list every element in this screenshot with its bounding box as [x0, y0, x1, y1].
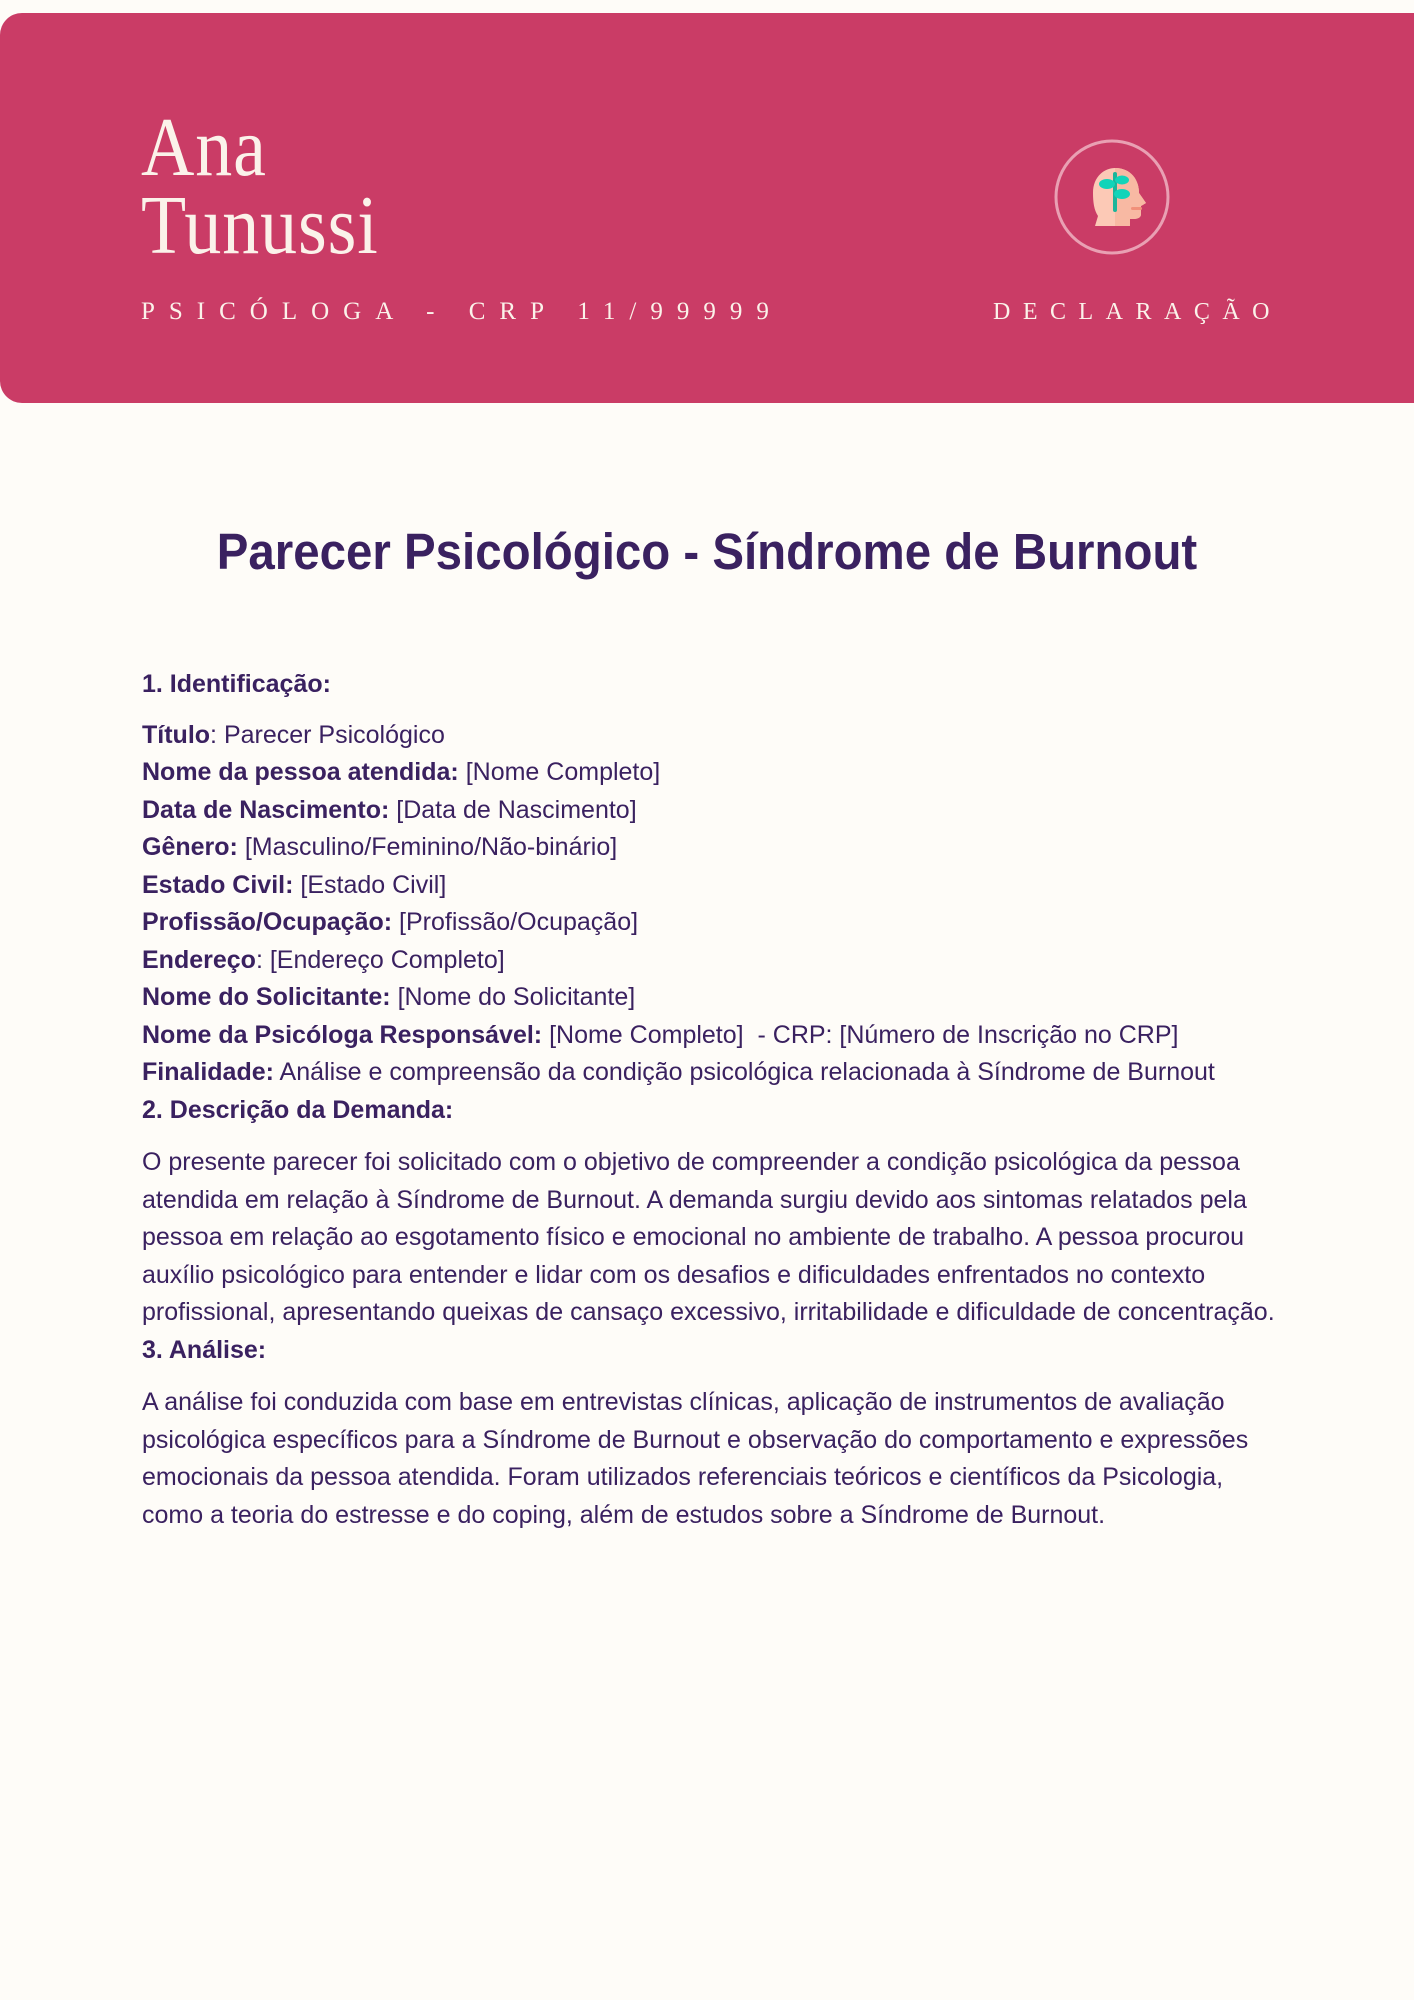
identification-field [142, 1054, 1282, 1092]
field-label: Gênero: [142, 833, 238, 861]
author-last-name: Tunussi [141, 179, 379, 272]
document-body [142, 666, 1282, 1534]
field-value: [Nome Completo] - CRP: [Número de Inscrição no CRP] [549, 1020, 1179, 1049]
identification-field [142, 1017, 1282, 1055]
field-value: Análise e compreensão da condição psicológica relacionada à Síndrome de Burnout [279, 1058, 1215, 1086]
field-separator [238, 833, 245, 861]
field-separator [392, 908, 399, 936]
identification-field [142, 754, 1282, 792]
identification-field [142, 829, 1282, 867]
author-name [141, 101, 379, 272]
field-label: Endereço [142, 945, 256, 974]
document-type-label: DECLARAÇÃO [993, 299, 1283, 325]
field-value: [Estado Civil] [300, 870, 447, 899]
author-subtitle: PSICÓLOGA - CRP 11/99999 [141, 298, 783, 325]
field-label: Finalidade: [142, 1058, 274, 1086]
field-value: [Data de Nascimento] [396, 795, 637, 824]
field-label: Estado Civil: [142, 870, 294, 899]
field-separator: : [255, 945, 270, 974]
identification-field [142, 979, 1282, 1017]
field-value: Parecer Psicológico [223, 720, 445, 749]
header-banner [0, 13, 1414, 403]
field-label: Nome da pessoa atendida: [142, 758, 459, 786]
author-first-name: Ana [141, 101, 267, 194]
section-heading-demanda: 2. Descrição da Demanda: [142, 1095, 454, 1124]
section-text-analise: A análise foi conduzida com base em entrevistas clínicas, aplicação de instrumentos de avaliação psicológica específicos para a Síndrome de Burnout e observação do comportamento e expressões emocionais da pessoa atendida. Foram utilizados referenciais teóricos e científicos da Psicologia, como a teoria do estresse e do coping, além de estudos sobre a Síndrome de Burnout. [142, 1388, 1249, 1529]
identification-field [142, 867, 1282, 905]
field-value: [Profissão/Ocupação] [399, 908, 639, 936]
head-with-plant-icon [1053, 138, 1171, 256]
field-label: Profissão/Ocupação: [142, 908, 393, 936]
field-separator [459, 758, 466, 786]
identification-field [142, 942, 1282, 980]
field-label: Título [142, 720, 211, 749]
identification-field [142, 717, 1282, 755]
field-label: Data de Nascimento: [142, 795, 390, 824]
field-label: Nome do Solicitante: [142, 983, 391, 1011]
identification-field [142, 792, 1282, 830]
identification-field [142, 904, 1282, 942]
section-heading-analise: 3. Análise: [142, 1335, 267, 1364]
field-value: [Masculino/Feminino/Não-binário] [244, 833, 618, 861]
field-separator: : [210, 720, 224, 749]
field-label: Nome da Psicóloga Responsável: [142, 1020, 543, 1049]
field-value: [Nome Completo] [465, 758, 661, 786]
field-separator [391, 983, 398, 1011]
field-value: [Endereço Completo] [269, 945, 505, 974]
section-text-demanda: O presente parecer foi solicitado com o objetivo de compreender a condição psicológica da pessoa atendida em relação à Síndrome de Burnout. A demanda surgiu devido aos sintomas relatados pela pessoa em relação ao esgotamento físico e emocional no ambiente de trabalho. A pessoa procurou auxílio psicológico para entender e lidar com os desafios e dificuldades enfrentados no contexto profissional, apresentando queixas de cansaço excessivo, irritabilidade e dificuldade de concentração. [142, 1148, 1275, 1326]
identification-list [142, 717, 1282, 1092]
field-value: [Nome do Solicitante] [397, 983, 636, 1011]
document-title: Parecer Psicológico - Síndrome de Burnout [216, 523, 1198, 580]
section-heading-identificacao: 1. Identificação: [142, 670, 331, 698]
